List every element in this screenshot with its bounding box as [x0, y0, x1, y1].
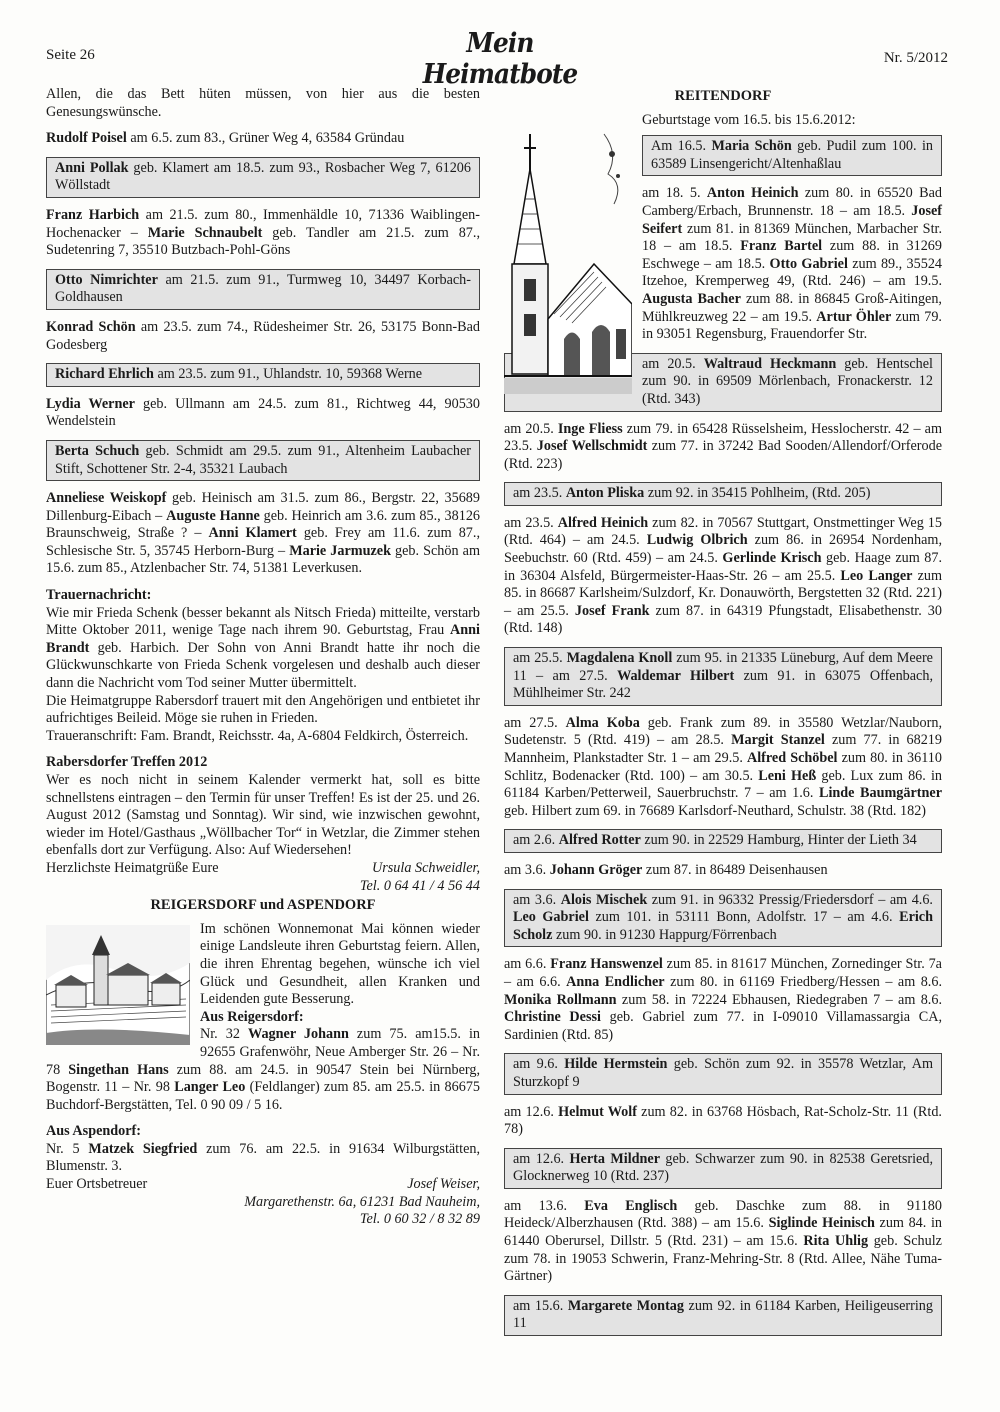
entry: am 13.6. Eva Englisch geb. Daschke zum 88. in 91180 Heideck/Alberzhausen (Rtd. 388) – am 15.6. Siglinde Heinisch zum 84. in 61440 Oberursel, Dillstr. 5 (Rtd. 231) – am 15.6. Rita Uhlig geb. Schulz zum 78. in 19053 Schwerin, Franz-Mehring-Str. 8 (Rtd. Allee, Nähe Tuma-Gärtner) [504, 1197, 942, 1285]
page-number: Seite 26 [46, 47, 95, 63]
village-illustration [46, 925, 190, 1045]
highlight-entry: am 20.5. Waltraud Heckmann geb. Hentschel zum 90. in 69509 Mörlenbach, Fronackerstr. 12 (Rtd. 343) [504, 353, 942, 412]
obituary-text: Die Heimatgruppe Rabersdorf trauert mit den Angehörigen und entbietet ihr aufrichtiges Beileid. Möge sie ruhen in Frieden. [46, 692, 480, 727]
entry: Rudolf Poisel am 6.5. zum 83., Grüner Weg 4, 63584 Gründau [46, 130, 405, 147]
obituary-text: Wie mir Frieda Schenk (besser bekannt als Nitsch Frieda) mitteilte, verstarb Mitte Oktober 2011, wenige Tage nach ihrem 90. Geburtstag, Frau Anni Brandt geb. Harbich. Der Sohn von Anni Brandt hatte ihr noch die Glückwunschkarte von Frieda Schenk vorgelesen und deshalb auch dieser dann die Nachricht vom Tod seiner Mutter übermittelt. [46, 604, 480, 692]
highlight-entry: am 9.6. Hilde Hermstein geb. Schön zum 92. in 35578 Wetzlar, Am Sturzkopf 9 [504, 1053, 942, 1094]
greeting-text: Im schönen Wonnemonat Mai können wieder einige Landsleute ihren Geburtstag feiern. Allen, die ihren Ehrentag begehen, wünsche ich viel Glück und Gesundheit, allen Kranken und Leidenden gute Besserung. [200, 920, 480, 1008]
subsection-heading: Aus Reigersdorf: [200, 1008, 304, 1025]
highlight-entry: Otto Nimrichter am 21.5. zum 91., Turmweg 10, 34497 Korbach-Goldhausen [46, 269, 480, 310]
signature: Herzlichste Heimatgrüße Eure Ursula Schweidler, [46, 859, 480, 876]
highlight-entry: am 12.6. Herta Mildner geb. Schwarzer zum 90. in 82538 Geretsried, Glocknerweg 10 (Rtd. 237) [504, 1148, 942, 1189]
entry: Lydia Werner geb. Ullmann am 24.5. zum 81., Richtweg 44, 90530 Wendelstein [46, 395, 480, 430]
entry: am 18. 5. Anton Heinich zum 80. in 65520 Bad Camberg/Erbach, Brunnenstr. 18 – am 18.5. Josef Seifert zum 81. in 81369 München, Marbacher Str. 18 – am 18.5. Franz Bartel zum 88. in 31269 Eschwege – am 18.5. Otto Gabriel zum 89., 35524 Itzehoe, Kremperweg 49, (Rtd. 246) – am 19.5. Augusta Bacher zum 88. in 86845 Groß-Aitingen, Mühlkreuzweg 22 – am 19.5. Artur Öhler zum 79. in 93051 Regensburg, Frauendorfer Str. [642, 185, 943, 343]
reigersdorf-block [46, 921, 480, 1115]
meeting-text: Wer es noch nicht in seinem Kalender vermerkt hat, soll es bitte schnellstens eintragen – den Termin für unser Treffen! Es ist der 25. und 26. August 2012 (Samstag und Sonntag). Wir sind, wie inzwischen gewohnt, wieder im Hotel/Gasthaus „Wöllbacher Tor“ in Wetzlar, die Zimmer stehen ebenfalls dort zur Verfügung. Also: Auf Wiedersehen! [46, 772, 480, 859]
entry: am 12.6. Helmut Wolf zum 82. in 63768 Hösbach, Rat-Scholz-Str. 11 (Rtd. 78) [504, 1103, 942, 1138]
entry: am 3.6. Johann Gröger zum 87. in 86489 Deisenhausen [504, 861, 828, 878]
subsection-heading: Aus Aspendorf: [46, 1123, 141, 1140]
left-column [46, 86, 480, 1229]
highlight-entry: am 15.6. Margarete Montag zum 92. in 61184 Karben, Heiligeuserring 11 [504, 1295, 942, 1336]
highlight-entry: am 3.6. Alois Mischek zum 91. in 96332 Pressig/Friedersdorf – am 4.6. Leo Gabriel zum 101. in 53111 Bonn, Adolfstr. 17 – am 4.6. Erich Scholz zum 90. in 91230 Happurg/Förrenbach [504, 889, 942, 948]
highlight-entry: am 25.5. Magdalena Knoll zum 95. in 21335 Lüneburg, Auf dem Meere 11 – am 27.5. Waldemar Hilbert zum 91. in 63075 Offenbach, Mühlheimer Str. 242 [504, 647, 942, 706]
right-column [504, 86, 942, 1345]
section-title: REITENDORF [674, 88, 772, 104]
signature-phone: Tel. 0 64 41 / 4 56 44 [359, 877, 480, 894]
entry: Konrad Schön am 23.5. zum 74., Rüdesheimer Str. 26, 53175 Bonn-Bad Godesberg [46, 318, 480, 353]
masthead-logo: Mein Heimatbote [422, 28, 578, 90]
section-title: REIGERSDORF und ASPENDORF [150, 897, 376, 914]
highlight-entry: am 2.6. Alfred Rotter zum 90. in 22529 Hamburg, Hinter der Lieth 34 [504, 829, 942, 853]
entry: Nr. 32 Wagner Johann zum 75. am15.5. in 92655 Grafenwöhr, Neue Amberger Str. 26 – Nr. 78 Singethan Hans zum 88. am 24.5. in 90547 Stein bei Nürnberg, Bogenstr. 11 – Nr. 98 Langer Leo (Feldlanger) zum 85. am 25.5. in 86675 Buchdorf-Bergstätten, Tel. 0 90 09 / 5 16. [46, 1026, 481, 1113]
highlight-entry: Berta Schuch geb. Schmidt am 29.5. zum 91., Altenheim Laubacher Stift, Schottener Str. 2-4, 35321 Laubach [46, 440, 480, 481]
reitendorf-block [504, 112, 942, 344]
signature-address: Margarethenstr. 6a, 61231 Bad Nauheim, [244, 1193, 480, 1210]
entry: Franz Harbich am 21.5. zum 80., Immenhäldle 10, 71336 Waiblingen-Hochenacker – Marie Schnaubelt geb. Tandler am 21.5. zum 87., Sudetenring 7, 35510 Butzbach-Pohl-Göns [46, 206, 480, 259]
entry: am 23.5. Alfred Heinich zum 82. in 70567 Stuttgart, Onstmettinger Weg 15 (Rtd. 464) – am 24.5. Ludwig Olbrich zum 86. in 26954 Nordenham, Seebuchstr. 60 (Rtd. 459) – am 24.5. Gerlinde Krisch geb. Haage zum 87. in 36304 Alsfeld, Bürgermeister-Haas-Str. 26 – am 25.5. Leo Langer zum 85. in 86687 Karlsheim/Sulzdorf, Kr. Donauwörth, Bergstetten 32 (Rtd. 221) – am 25.5. Josef Frank zum 87. in 64319 Pfungstadt, Elisabethenstr. 30 (Rtd. 148) [504, 514, 942, 637]
signature-phone: Tel. 0 60 32 / 8 32 89 [359, 1211, 480, 1228]
entry: Anneliese Weiskopf geb. Heinisch am 31.5. zum 86., Bergstr. 22, 35689 Dillenburg-Eibach – Auguste Hanne geb. Heinrich am 3.6. zum 85., 38126 Braunschweig, Straße ? – Anni Klamert geb. Frey am 11.6. zum 87., Schlesische Str. 5, 35745 Herborn-Burg – Marie Jarmuzek geb. Schön am 15.6. zum 85., Atzlenbacher Str. 74, 51381 Leverkusen. [46, 490, 481, 577]
entry: Nr. 5 Matzek Siegfried zum 76. am 22.5. in 91634 Wilburgstätten, Blumenstr. 3. [46, 1140, 481, 1175]
entry: am 20.5. Inge Fliess zum 79. in 65428 Rüsselsheim, Hesslocherstr. 42 – am 23.5. Josef Wellschmidt zum 77. in 37242 Bad Sooden/Allendorf/Orferode (Rtd. 223) [504, 420, 943, 472]
entry: am 27.5. Alma Koba geb. Frank zum 89. in 35580 Wetzlar/Nauborn, Sudetenstr. 5 (Rtd. 419) – am 28.5. Margit Stanzel zum 77. in 68219 Mannheim, Plankstadter Str. 1 – am 29.5. Alfred Schöbel zum 80. in 36110 Schlitz, Bodenacker (Rtd. 100) – am 30.5. Leni Heß geb. Lux zum 86. in 61184 Karben/Petterweil, Sauerbruchstr. 7 – am 1.6. Linde Baumgärtner geb. Hilbert zum 69. in 76689 Karlsdorf-Neuthard, Schulstr. 38 (Rtd. 182) [504, 714, 942, 819]
church-illustration [504, 114, 632, 396]
highlight-entry: Am 16.5. Maria Schön geb. Pudil zum 100. in 63589 Linsengericht/Altenhaßlau [642, 135, 942, 176]
highlight-entry: am 23.5. Anton Pliska zum 92. in 35415 Pohlheim, (Rtd. 205) [504, 482, 942, 506]
signature: Euer Ortsbetreuer Josef Weiser, [46, 1176, 480, 1193]
highlight-entry: Richard Ehrlich am 23.5. zum 91., Uhlandstr. 10, 59368 Werne [46, 363, 480, 387]
entry: am 6.6. Franz Hanswenzel zum 85. in 81617 München, Zornedinger Str. 7a – am 6.6. Anna Endlicher zum 80. in 61169 Friedberg/Hessen – am 8.6. Monika Rollmann zum 58. in 72224 Ebhausen, Riedegraben 7 – am 8.6. Christine Dessi geb. Gabriel zum 77. in I-09010 Villamassargia CA, Sardinien (Rtd. 85) [504, 956, 942, 1043]
section-heading: Trauernachricht: [46, 587, 152, 604]
issue-number: Nr. 5/2012 [883, 50, 948, 66]
obituary-address: Traueranschrift: Fam. Brandt, Reichsstr. 4a, A-6804 Feldkirch, Österreich. [46, 727, 469, 744]
subtitle: Geburtstage vom 16.5. bis 15.6.2012: [642, 111, 856, 128]
highlight-entry: Anni Pollak geb. Klamert am 18.5. zum 93., Rosbacher Weg 7, 61206 Wöllstadt [46, 157, 480, 198]
section-heading: Rabersdorfer Treffen 2012 [46, 754, 208, 771]
intro-text: Allen, die das Bett hüten müssen, von hier aus die besten Genesungswünsche. [46, 86, 480, 120]
